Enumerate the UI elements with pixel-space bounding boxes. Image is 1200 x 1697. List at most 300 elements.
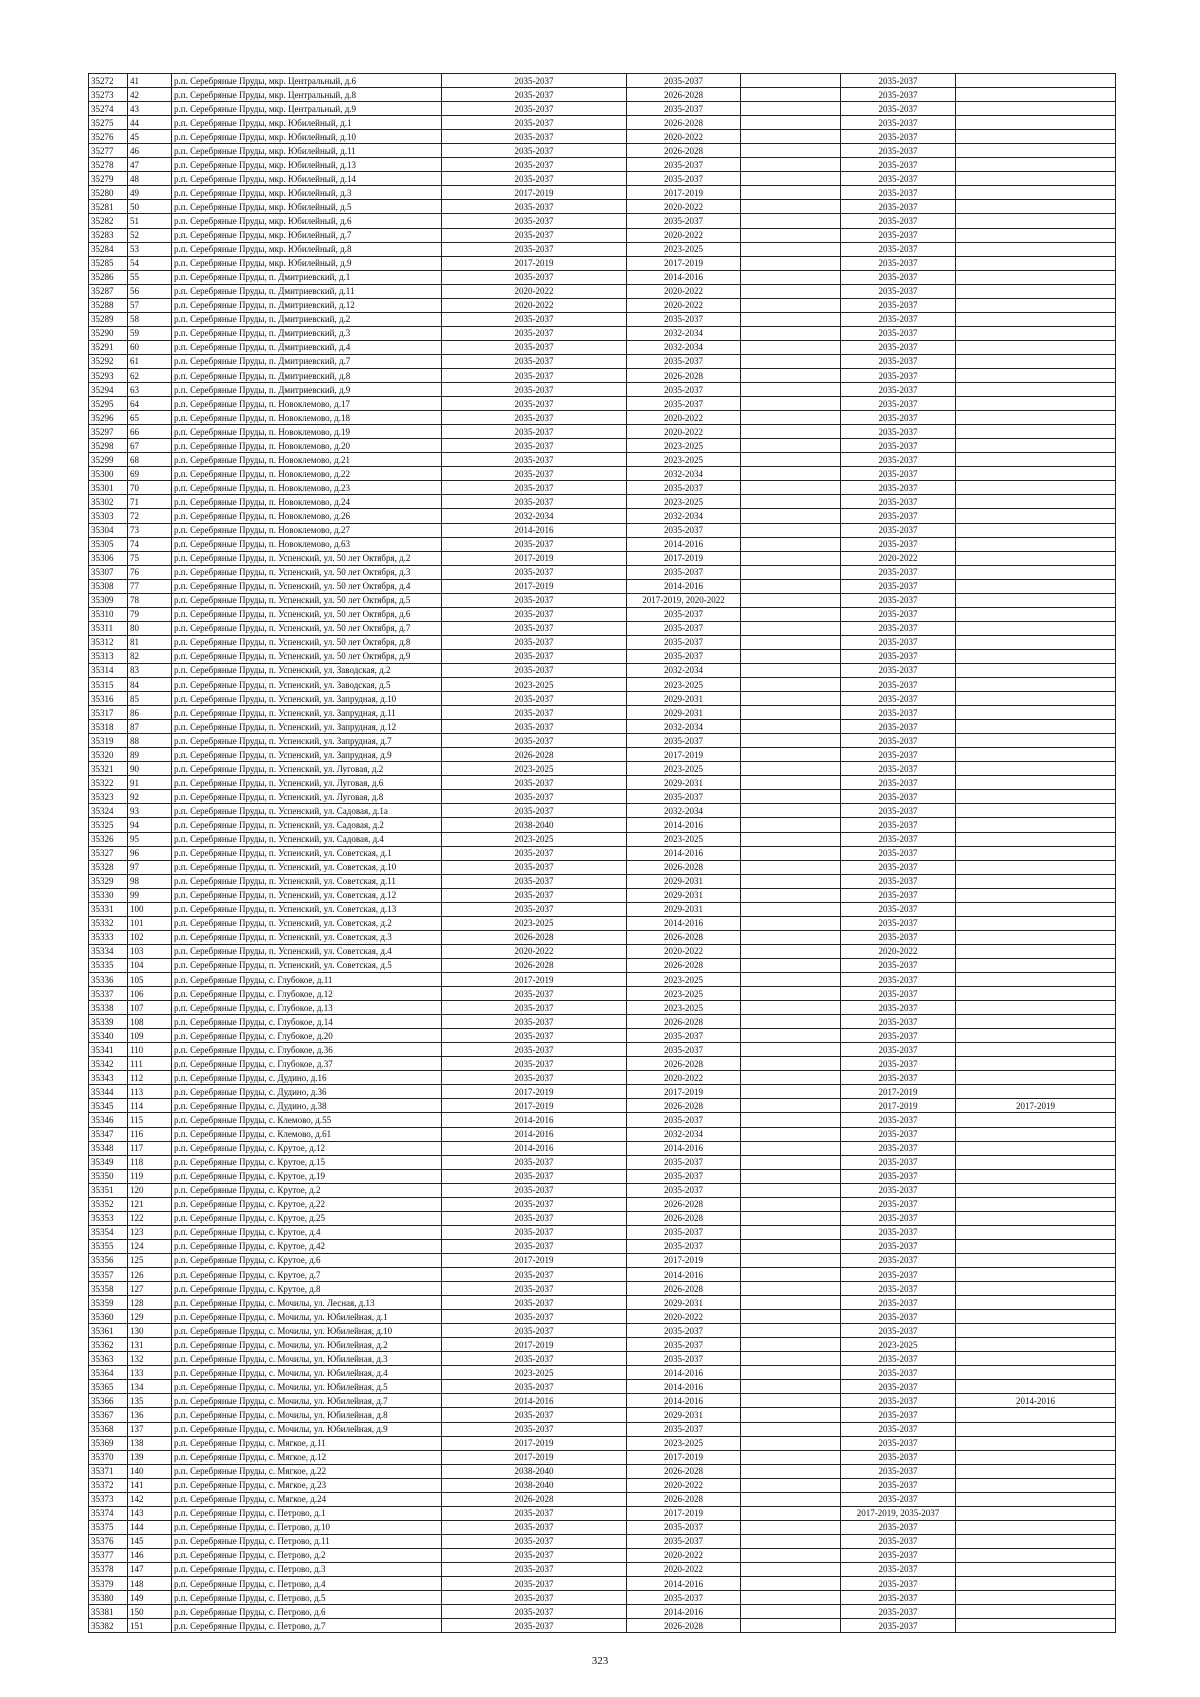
period-cell-4	[956, 1534, 1116, 1548]
row-number-cell: 53	[128, 242, 172, 256]
address-cell: р.п. Серебряные Пруды, мкр. Юбилейный, д.14	[172, 172, 442, 186]
period-cell-4	[956, 1422, 1116, 1436]
period-cell-2: 2023-2025	[627, 987, 741, 1001]
period-cell-3: 2035-2037	[841, 1029, 956, 1043]
period-cell-2: 2026-2028	[627, 1464, 741, 1478]
registry-id-cell: 35353	[89, 1211, 128, 1225]
period-cell-2: 2032-2034	[627, 326, 741, 340]
period-cell-4	[956, 1506, 1116, 1520]
period-cell-1: 2035-2037	[442, 270, 627, 284]
address-cell: р.п. Серебряные Пруды, п. Успенский, ул. Садовая, д.1а	[172, 804, 442, 818]
table-row	[89, 902, 1116, 916]
period-cell-1: 2035-2037	[442, 790, 627, 804]
period-cell-3: 2035-2037	[841, 383, 956, 397]
registry-id-cell: 35273	[89, 88, 128, 102]
period-cell-3: 2035-2037	[841, 987, 956, 1001]
period-cell-2: 2026-2028	[627, 1619, 741, 1633]
period-cell-2: 2032-2034	[627, 720, 741, 734]
registry-id-cell: 35329	[89, 874, 128, 888]
table-row	[89, 1338, 1116, 1352]
address-cell: р.п. Серебряные Пруды, п. Успенский, ул. Садовая, д.4	[172, 832, 442, 846]
period-cell-4	[956, 523, 1116, 537]
address-cell: р.п. Серебряные Пруды, п. Успенский, ул. Луговая, д.8	[172, 790, 442, 804]
period-cell-3: 2035-2037	[841, 1422, 956, 1436]
registry-id-cell: 35312	[89, 635, 128, 649]
table-row	[89, 551, 1116, 565]
period-cell-3: 2035-2037	[841, 1071, 956, 1085]
registry-id-cell: 35322	[89, 776, 128, 790]
row-number-cell: 148	[128, 1577, 172, 1591]
empty-cell	[741, 523, 841, 537]
period-cell-1: 2035-2037	[442, 495, 627, 509]
period-cell-3: 2035-2037	[841, 354, 956, 368]
row-number-cell: 117	[128, 1141, 172, 1155]
registry-id-cell: 35367	[89, 1408, 128, 1422]
registry-id-cell: 35368	[89, 1422, 128, 1436]
empty-cell	[741, 130, 841, 144]
table-row	[89, 1450, 1116, 1464]
period-cell-3: 2035-2037	[841, 663, 956, 677]
period-cell-1: 2035-2037	[442, 776, 627, 790]
address-cell: р.п. Серебряные Пруды, п. Успенский, ул. Запрудная, д.10	[172, 692, 442, 706]
period-cell-2: 2020-2022	[627, 228, 741, 242]
period-cell-4	[956, 270, 1116, 284]
table-row	[89, 256, 1116, 270]
period-cell-4	[956, 1324, 1116, 1338]
address-cell: р.п. Серебряные Пруды, мкр. Юбилейный, д.10	[172, 130, 442, 144]
period-cell-2: 2020-2022	[627, 1071, 741, 1085]
period-cell-4	[956, 930, 1116, 944]
empty-cell	[741, 1225, 841, 1239]
table-row	[89, 790, 1116, 804]
row-number-cell: 75	[128, 551, 172, 565]
period-cell-4	[956, 790, 1116, 804]
period-cell-1: 2032-2034	[442, 509, 627, 523]
row-number-cell: 72	[128, 509, 172, 523]
period-cell-3: 2035-2037	[841, 1239, 956, 1253]
period-cell-3: 2035-2037	[841, 88, 956, 102]
period-cell-4	[956, 172, 1116, 186]
period-cell-2: 2032-2034	[627, 663, 741, 677]
registry-id-cell: 35293	[89, 368, 128, 382]
address-cell: р.п. Серебряные Пруды, п. Успенский, ул. 50 лет Октября, д.3	[172, 565, 442, 579]
period-cell-4	[956, 1253, 1116, 1267]
empty-cell	[741, 495, 841, 509]
period-cell-2: 2020-2022	[627, 1310, 741, 1324]
row-number-cell: 132	[128, 1352, 172, 1366]
period-cell-2: 2023-2025	[627, 678, 741, 692]
period-cell-3: 2035-2037	[841, 804, 956, 818]
empty-cell	[741, 1057, 841, 1071]
table-row	[89, 734, 1116, 748]
period-cell-1: 2035-2037	[442, 88, 627, 102]
period-cell-2: 2035-2037	[627, 1169, 741, 1183]
registry-id-cell: 35305	[89, 537, 128, 551]
period-cell-1: 2020-2022	[442, 298, 627, 312]
period-cell-2: 2035-2037	[627, 1225, 741, 1239]
period-cell-1: 2035-2037	[442, 467, 627, 481]
table-row	[89, 298, 1116, 312]
period-cell-3: 2035-2037	[841, 1562, 956, 1576]
period-cell-2: 2026-2028	[627, 1099, 741, 1113]
registry-id-cell: 35331	[89, 902, 128, 916]
period-cell-4	[956, 537, 1116, 551]
period-cell-3: 2035-2037	[841, 1436, 956, 1450]
period-cell-4	[956, 649, 1116, 663]
empty-cell	[741, 958, 841, 972]
period-cell-2: 2035-2037	[627, 649, 741, 663]
address-cell: р.п. Серебряные Пруды, с. Петрово, д.11	[172, 1534, 442, 1548]
table-row	[89, 888, 1116, 902]
address-cell: р.п. Серебряные Пруды, с. Мягкое, д.11	[172, 1436, 442, 1450]
period-cell-3: 2035-2037	[841, 1591, 956, 1605]
registry-id-cell: 35339	[89, 1015, 128, 1029]
row-number-cell: 128	[128, 1296, 172, 1310]
period-cell-3: 2035-2037	[841, 1043, 956, 1057]
period-cell-1: 2035-2037	[442, 1282, 627, 1296]
period-cell-3: 2035-2037	[841, 846, 956, 860]
empty-cell	[741, 1380, 841, 1394]
table-row	[89, 1422, 1116, 1436]
period-cell-2: 2020-2022	[627, 425, 741, 439]
period-cell-1: 2035-2037	[442, 1155, 627, 1169]
period-cell-3: 2035-2037	[841, 930, 956, 944]
period-cell-2: 2035-2037	[627, 481, 741, 495]
row-number-cell: 102	[128, 930, 172, 944]
address-cell: р.п. Серебряные Пруды, с. Дудино, д.38	[172, 1099, 442, 1113]
address-cell: р.п. Серебряные Пруды, п. Успенский, ул. 50 лет Октября, д.8	[172, 635, 442, 649]
address-cell: р.п. Серебряные Пруды, с. Петрово, д.6	[172, 1605, 442, 1619]
registry-id-cell: 35294	[89, 383, 128, 397]
period-cell-1: 2035-2037	[442, 397, 627, 411]
address-cell: р.п. Серебряные Пруды, с. Мочилы, ул. Юбилейная, д.8	[172, 1408, 442, 1422]
table-row	[89, 228, 1116, 242]
period-cell-1: 2017-2019	[442, 1085, 627, 1099]
row-number-cell: 44	[128, 116, 172, 130]
row-number-cell: 133	[128, 1366, 172, 1380]
period-cell-2: 2020-2022	[627, 298, 741, 312]
empty-cell	[741, 888, 841, 902]
period-cell-4	[956, 748, 1116, 762]
period-cell-2: 2026-2028	[627, 860, 741, 874]
period-cell-2: 2035-2037	[627, 1155, 741, 1169]
row-number-cell: 49	[128, 186, 172, 200]
address-cell: р.п. Серебряные Пруды, мкр. Юбилейный, д.13	[172, 158, 442, 172]
period-cell-3: 2035-2037	[841, 200, 956, 214]
period-cell-3: 2035-2037	[841, 509, 956, 523]
period-cell-4	[956, 186, 1116, 200]
table-row	[89, 1506, 1116, 1520]
period-cell-4	[956, 621, 1116, 635]
row-number-cell: 130	[128, 1324, 172, 1338]
table-row	[89, 242, 1116, 256]
table-row	[89, 607, 1116, 621]
period-cell-3: 2035-2037	[841, 678, 956, 692]
period-cell-4	[956, 1085, 1116, 1099]
row-number-cell: 140	[128, 1464, 172, 1478]
registry-id-cell: 35372	[89, 1478, 128, 1492]
address-cell: р.п. Серебряные Пруды, п. Успенский, ул. Запрудная, д.12	[172, 720, 442, 734]
empty-cell	[741, 1310, 841, 1324]
registry-id-cell: 35382	[89, 1619, 128, 1633]
period-cell-1: 2035-2037	[442, 1029, 627, 1043]
row-number-cell: 78	[128, 593, 172, 607]
row-number-cell: 89	[128, 748, 172, 762]
row-number-cell: 134	[128, 1380, 172, 1394]
table-row	[89, 130, 1116, 144]
period-cell-4	[956, 1239, 1116, 1253]
table-row	[89, 1619, 1116, 1633]
period-cell-3: 2035-2037	[841, 242, 956, 256]
empty-cell	[741, 1141, 841, 1155]
table-row	[89, 383, 1116, 397]
period-cell-2: 2014-2016	[627, 1577, 741, 1591]
table-row	[89, 1043, 1116, 1057]
period-cell-1: 2017-2019	[442, 579, 627, 593]
period-cell-4	[956, 860, 1116, 874]
table-row	[89, 1071, 1116, 1085]
registry-id-cell: 35319	[89, 734, 128, 748]
registry-id-cell: 35340	[89, 1029, 128, 1043]
period-cell-1: 2035-2037	[442, 383, 627, 397]
period-cell-3: 2020-2022	[841, 551, 956, 565]
period-cell-2: 2014-2016	[627, 1366, 741, 1380]
empty-cell	[741, 228, 841, 242]
address-cell: р.п. Серебряные Пруды, с. Петрово, д.3	[172, 1562, 442, 1576]
registry-id-cell: 35291	[89, 340, 128, 354]
empty-cell	[741, 1464, 841, 1478]
address-cell: р.п. Серебряные Пруды, с. Глубокое, д.13	[172, 1001, 442, 1015]
period-cell-4	[956, 1338, 1116, 1352]
registry-id-cell: 35307	[89, 565, 128, 579]
period-cell-3: 2035-2037	[841, 453, 956, 467]
registry-id-cell: 35366	[89, 1394, 128, 1408]
empty-cell	[741, 1253, 841, 1267]
registry-id-cell: 35278	[89, 158, 128, 172]
empty-cell	[741, 1043, 841, 1057]
address-cell: р.п. Серебряные Пруды, с. Крутое, д.6	[172, 1253, 442, 1267]
period-cell-1: 2035-2037	[442, 144, 627, 158]
period-cell-1: 2035-2037	[442, 1225, 627, 1239]
address-cell: р.п. Серебряные Пруды, п. Успенский, ул. Луговая, д.6	[172, 776, 442, 790]
address-cell: р.п. Серебряные Пруды, с. Мягкое, д.24	[172, 1492, 442, 1506]
period-cell-1: 2035-2037	[442, 1408, 627, 1422]
period-cell-4	[956, 1113, 1116, 1127]
empty-cell	[741, 200, 841, 214]
page-number: 323	[591, 1655, 609, 1667]
empty-cell	[741, 621, 841, 635]
table-row	[89, 1408, 1116, 1422]
empty-cell	[741, 663, 841, 677]
empty-cell	[741, 1591, 841, 1605]
row-number-cell: 146	[128, 1548, 172, 1562]
period-cell-4	[956, 1520, 1116, 1534]
period-cell-1: 2035-2037	[442, 1591, 627, 1605]
period-cell-3: 2017-2019	[841, 1085, 956, 1099]
period-cell-4	[956, 1225, 1116, 1239]
period-cell-1: 2035-2037	[442, 130, 627, 144]
address-cell: р.п. Серебряные Пруды, п. Дмитриевский, д.12	[172, 298, 442, 312]
row-number-cell: 123	[128, 1225, 172, 1239]
period-cell-1: 2035-2037	[442, 1352, 627, 1366]
period-cell-2: 2032-2034	[627, 340, 741, 354]
period-cell-2: 2020-2022	[627, 284, 741, 298]
period-cell-3: 2035-2037	[841, 256, 956, 270]
table-row	[89, 874, 1116, 888]
row-number-cell: 126	[128, 1267, 172, 1281]
period-cell-1: 2035-2037	[442, 902, 627, 916]
registry-id-cell: 35314	[89, 663, 128, 677]
period-cell-4	[956, 804, 1116, 818]
empty-cell	[741, 720, 841, 734]
table-row	[89, 1605, 1116, 1619]
empty-cell	[741, 453, 841, 467]
period-cell-2: 2026-2028	[627, 1197, 741, 1211]
period-cell-4	[956, 467, 1116, 481]
empty-cell	[741, 186, 841, 200]
period-cell-3: 2035-2037	[841, 102, 956, 116]
period-cell-4	[956, 720, 1116, 734]
empty-cell	[741, 256, 841, 270]
period-cell-3: 2035-2037	[841, 607, 956, 621]
period-cell-1: 2035-2037	[442, 987, 627, 1001]
period-cell-2: 2017-2019	[627, 551, 741, 565]
row-number-cell: 111	[128, 1057, 172, 1071]
period-cell-4	[956, 425, 1116, 439]
period-cell-2: 2035-2037	[627, 158, 741, 172]
table-row	[89, 1029, 1116, 1043]
registry-id-cell: 35351	[89, 1183, 128, 1197]
period-cell-4	[956, 1169, 1116, 1183]
period-cell-1: 2017-2019	[442, 1099, 627, 1113]
period-cell-3: 2035-2037	[841, 172, 956, 186]
table-row	[89, 944, 1116, 958]
period-cell-4	[956, 298, 1116, 312]
period-cell-1: 2035-2037	[442, 734, 627, 748]
empty-cell	[741, 242, 841, 256]
row-number-cell: 103	[128, 944, 172, 958]
empty-cell	[741, 1197, 841, 1211]
address-cell: р.п. Серебряные Пруды, с. Глубокое, д.11	[172, 973, 442, 987]
table-row	[89, 720, 1116, 734]
registry-id-cell: 35360	[89, 1310, 128, 1324]
period-cell-2: 2020-2022	[627, 1562, 741, 1576]
period-cell-2: 2029-2031	[627, 692, 741, 706]
table-row	[89, 453, 1116, 467]
table-row	[89, 481, 1116, 495]
address-cell: р.п. Серебряные Пруды, п. Успенский, ул. Советская, д.1	[172, 846, 442, 860]
period-cell-3: 2035-2037	[841, 467, 956, 481]
registry-id-cell: 35289	[89, 312, 128, 326]
registry-id-cell: 35287	[89, 284, 128, 298]
period-cell-4	[956, 1450, 1116, 1464]
period-cell-1: 2035-2037	[442, 1043, 627, 1057]
period-cell-3: 2035-2037	[841, 411, 956, 425]
row-number-cell: 125	[128, 1253, 172, 1267]
empty-cell	[741, 1099, 841, 1113]
table-row	[89, 593, 1116, 607]
period-cell-3: 2017-2019, 2035-2037	[841, 1506, 956, 1520]
period-cell-3: 2035-2037	[841, 425, 956, 439]
period-cell-1: 2035-2037	[442, 635, 627, 649]
row-number-cell: 119	[128, 1169, 172, 1183]
address-cell: р.п. Серебряные Пруды, с. Мочилы, ул. Юбилейная, д.9	[172, 1422, 442, 1436]
table-row	[89, 158, 1116, 172]
period-cell-4	[956, 144, 1116, 158]
registry-id-cell: 35330	[89, 888, 128, 902]
period-cell-3: 2035-2037	[841, 537, 956, 551]
address-cell: р.п. Серебряные Пруды, п. Новоклемово, д.22	[172, 467, 442, 481]
registry-id-cell: 35375	[89, 1520, 128, 1534]
address-cell: р.п. Серебряные Пруды, с. Глубокое, д.14	[172, 1015, 442, 1029]
period-cell-2: 2017-2019	[627, 1085, 741, 1099]
table-row	[89, 621, 1116, 635]
period-cell-1: 2035-2037	[442, 312, 627, 326]
period-cell-2: 2029-2031	[627, 888, 741, 902]
period-cell-2: 2023-2025	[627, 973, 741, 987]
table-row	[89, 1197, 1116, 1211]
empty-cell	[741, 425, 841, 439]
table-row	[89, 467, 1116, 481]
period-cell-2: 2035-2037	[627, 1422, 741, 1436]
period-cell-1: 2023-2025	[442, 678, 627, 692]
table-row	[89, 1520, 1116, 1534]
period-cell-2: 2035-2037	[627, 565, 741, 579]
period-cell-2: 2026-2028	[627, 1211, 741, 1225]
registry-id-cell: 35301	[89, 481, 128, 495]
address-cell: р.п. Серебряные Пруды, с. Крутое, д.42	[172, 1239, 442, 1253]
table-row	[89, 973, 1116, 987]
period-cell-4	[956, 1183, 1116, 1197]
row-number-cell: 127	[128, 1282, 172, 1296]
period-cell-4	[956, 973, 1116, 987]
address-cell: р.п. Серебряные Пруды, с. Мочилы, ул. Юбилейная, д.4	[172, 1366, 442, 1380]
period-cell-4	[956, 1548, 1116, 1562]
address-cell: р.п. Серебряные Пруды, п. Дмитриевский, д.3	[172, 326, 442, 340]
empty-cell	[741, 916, 841, 930]
table-row	[89, 762, 1116, 776]
empty-cell	[741, 1282, 841, 1296]
registry-id-cell: 35376	[89, 1534, 128, 1548]
registry-id-cell: 35299	[89, 453, 128, 467]
period-cell-2: 2023-2025	[627, 1436, 741, 1450]
empty-cell	[741, 1029, 841, 1043]
period-cell-2: 2035-2037	[627, 1534, 741, 1548]
period-cell-3: 2035-2037	[841, 1324, 956, 1338]
address-cell: р.п. Серебряные Пруды, с. Крутое, д.22	[172, 1197, 442, 1211]
period-cell-2: 2014-2016	[627, 270, 741, 284]
period-cell-1: 2035-2037	[442, 425, 627, 439]
empty-cell	[741, 467, 841, 481]
period-cell-2: 2029-2031	[627, 706, 741, 720]
period-cell-2: 2023-2025	[627, 832, 741, 846]
table-row	[89, 354, 1116, 368]
period-cell-3: 2035-2037	[841, 1211, 956, 1225]
row-number-cell: 88	[128, 734, 172, 748]
empty-cell	[741, 270, 841, 284]
empty-cell	[741, 284, 841, 298]
empty-cell	[741, 1366, 841, 1380]
table-row	[89, 523, 1116, 537]
period-cell-1: 2035-2037	[442, 200, 627, 214]
period-cell-3: 2035-2037	[841, 214, 956, 228]
empty-cell	[741, 1071, 841, 1085]
address-cell: р.п. Серебряные Пруды, мкр. Центральный, д.9	[172, 102, 442, 116]
registry-id-cell: 35326	[89, 832, 128, 846]
registry-id-cell: 35334	[89, 944, 128, 958]
period-cell-3: 2035-2037	[841, 832, 956, 846]
address-cell: р.п. Серебряные Пруды, п. Успенский, ул. Советская, д.5	[172, 958, 442, 972]
